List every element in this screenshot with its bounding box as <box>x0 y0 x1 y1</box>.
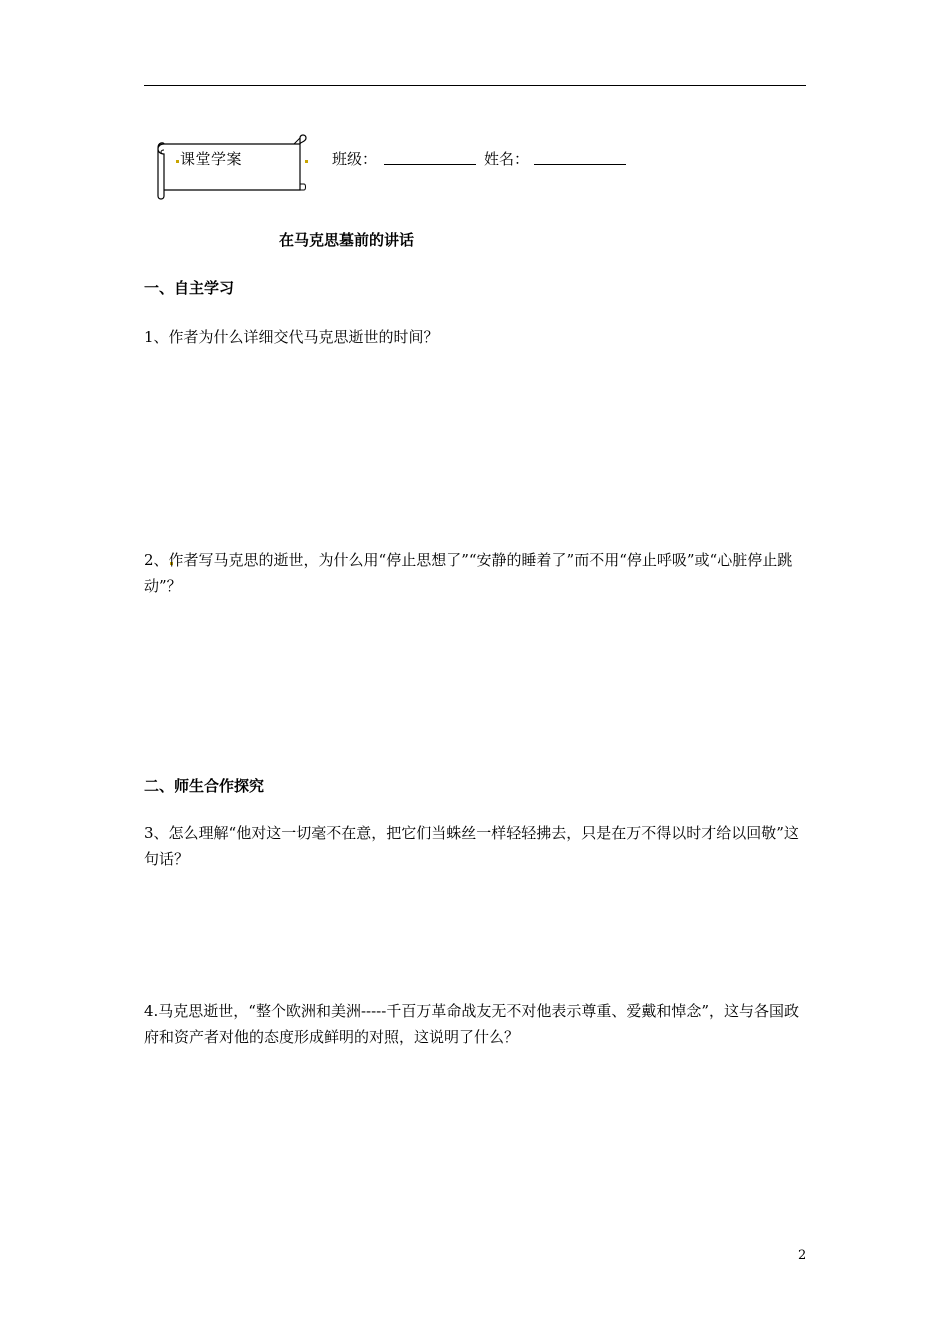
class-label: 班级： <box>332 150 378 168</box>
question-3: 3、怎么理解“他对这一切毫不在意，把它们当蛛丝一样轻轻拂去，只是在万不得以时才给以回敬”这句话？ <box>144 824 799 868</box>
header-rule <box>144 85 806 86</box>
document-title: 在马克思墓前的讲话 <box>279 231 415 249</box>
question-4: 4.马克思逝世，“整个欧洲和美洲-----千百万革命战友无不对他表示尊重、爱戴和悼念”，这与各国政府和资产者对他的态度形成鲜明的对照，这说明了什么？ <box>144 1002 799 1046</box>
class-blank[interactable] <box>384 164 476 165</box>
marker-dot <box>176 160 179 163</box>
scroll-banner <box>154 134 310 202</box>
question-2: 2、作者写马克思的逝世，为什么用“停止思想了”“安静的睡着了”而不用“停止呼吸”或“心脏停止跳动”？ <box>144 551 793 595</box>
name-label: 姓名： <box>484 150 530 168</box>
section-heading: 一、自主学习 <box>144 279 235 297</box>
banner-label: 课堂学案 <box>180 150 243 168</box>
marker-dot <box>305 160 308 163</box>
question-1: 1、作者为什么详细交代马克思逝世的时间？ <box>144 328 439 346</box>
page-number: 2 <box>798 1248 807 1263</box>
section-heading: 二、师生合作探究 <box>144 777 265 795</box>
name-blank[interactable] <box>534 164 626 165</box>
